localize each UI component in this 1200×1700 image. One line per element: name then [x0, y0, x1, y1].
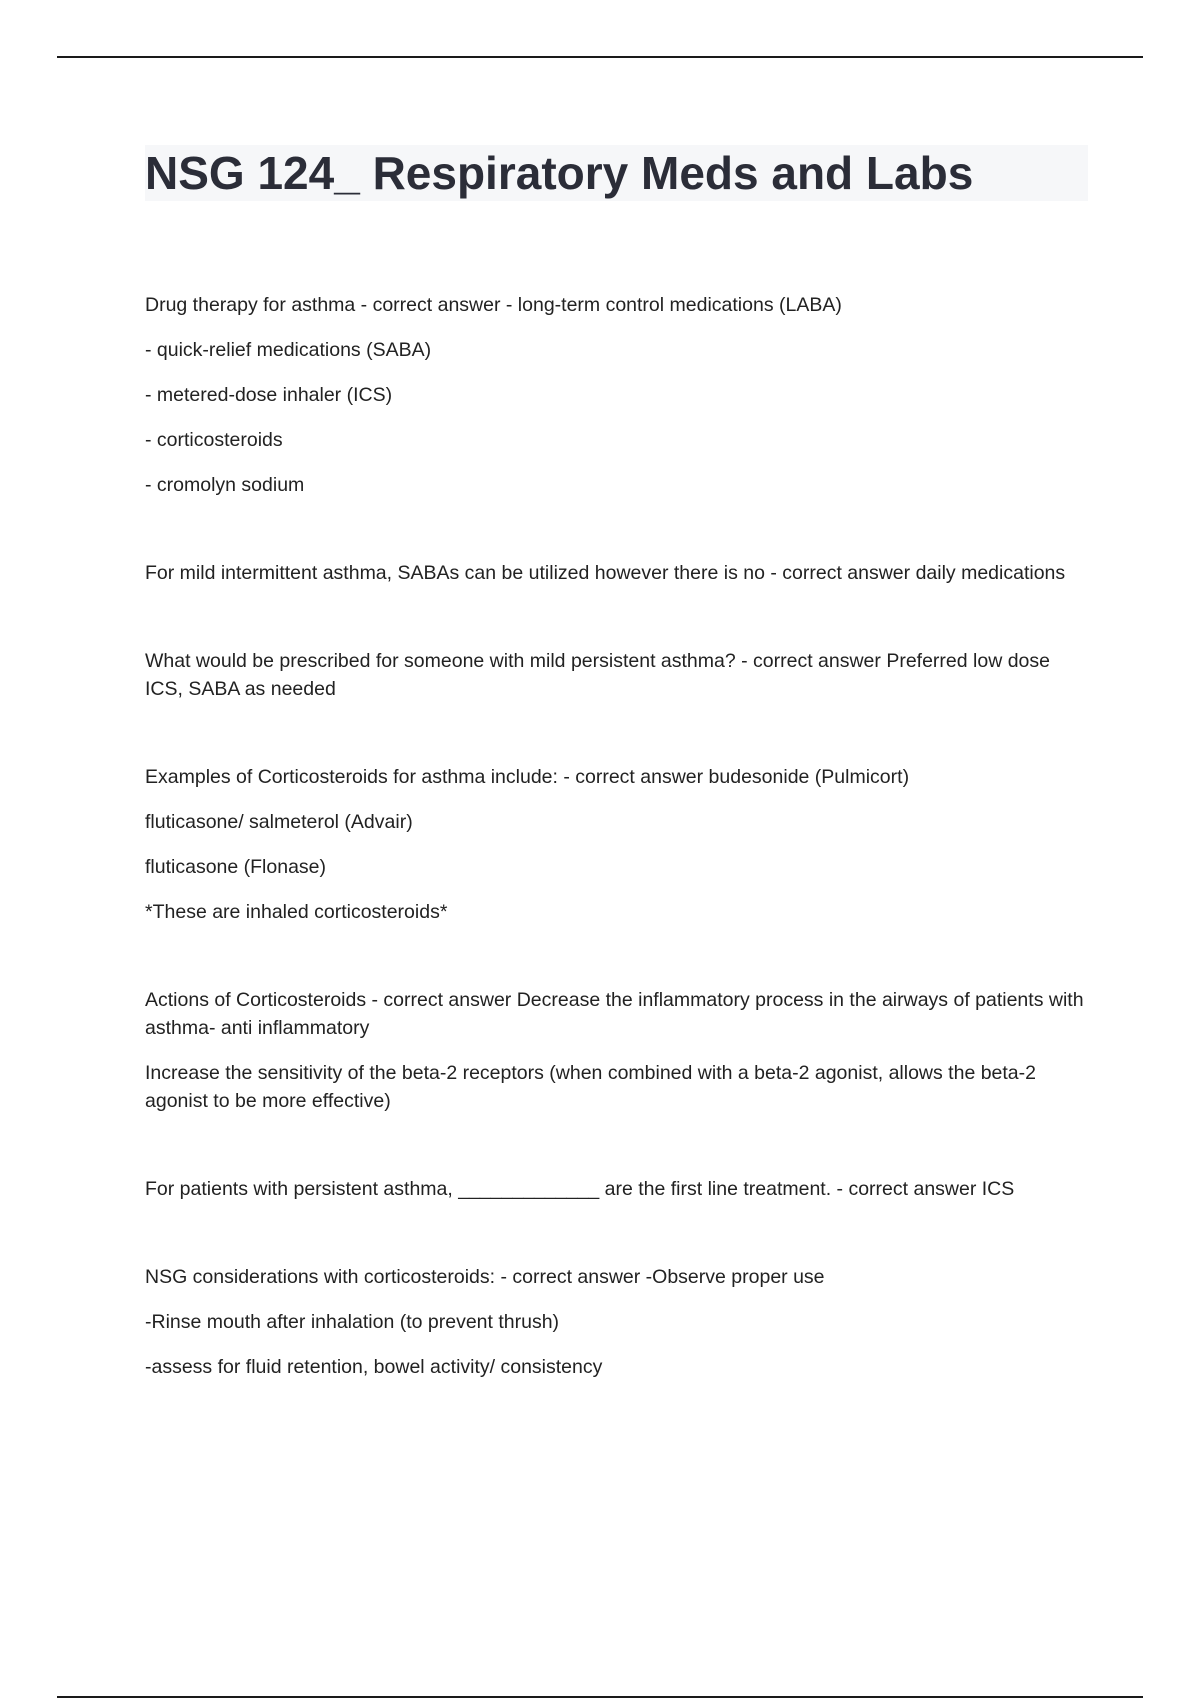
qa-line: *These are inhaled corticosteroids* — [145, 901, 448, 923]
bottom-rule — [57, 1696, 1143, 1698]
qa-line: For mild intermittent asthma, SABAs can be utilized however there is no - correct answer daily medications — [145, 562, 1066, 584]
qa-line: -assess for fluid retention, bowel activity/ consistency — [145, 1356, 603, 1378]
qa-drug-therapy-asthma — [145, 291, 1090, 499]
qa-line: fluticasone (Flonase) — [145, 856, 327, 878]
title-banner — [145, 145, 1088, 201]
top-rule — [57, 56, 1143, 58]
qa-line: Actions of Corticosteroids - correct answer Decrease the inflammatory process in the airways of patients with asthma- anti inflammatory — [145, 989, 1084, 1039]
qa-line: Increase the sensitivity of the beta-2 receptors (when combined with a beta-2 agonist, allows the beta-2 agonist to be more effective) — [145, 1062, 1036, 1112]
qa-line: - corticosteroids — [145, 429, 283, 451]
qa-line: NSG considerations with corticosteroids: - correct answer -Observe proper use — [145, 1266, 825, 1288]
page-title: NSG 124_ Respiratory Meds and Labs — [145, 147, 974, 199]
qa-line: Drug therapy for asthma - correct answer - long-term control medications (LABA) — [145, 294, 842, 316]
qa-line: - cromolyn sodium — [145, 474, 305, 496]
qa-line: For patients with persistent asthma, _____________ are the first line treatment. - correct answer ICS — [145, 1178, 1015, 1200]
qa-line: fluticasone/ salmeterol (Advair) — [145, 811, 413, 833]
qa-mild-persistent — [145, 647, 1090, 703]
qa-line: What would be prescribed for someone with mild persistent asthma? - correct answer Preferred low dose ICS, SABA as needed — [145, 650, 1050, 700]
qa-line: - quick-relief medications (SABA) — [145, 339, 432, 361]
qa-corticosteroid-actions — [145, 986, 1090, 1115]
qa-nsg-considerations — [145, 1263, 1090, 1381]
qa-corticosteroid-examples — [145, 763, 1090, 926]
document-body — [145, 145, 1090, 1441]
qa-line: - metered-dose inhaler (ICS) — [145, 384, 393, 406]
qa-persistent-first-line — [145, 1175, 1090, 1203]
qa-line: Examples of Corticosteroids for asthma include: - correct answer budesonide (Pulmicort) — [145, 766, 910, 788]
qa-line: -Rinse mouth after inhalation (to prevent thrush) — [145, 1311, 560, 1333]
qa-mild-intermittent — [145, 559, 1090, 587]
